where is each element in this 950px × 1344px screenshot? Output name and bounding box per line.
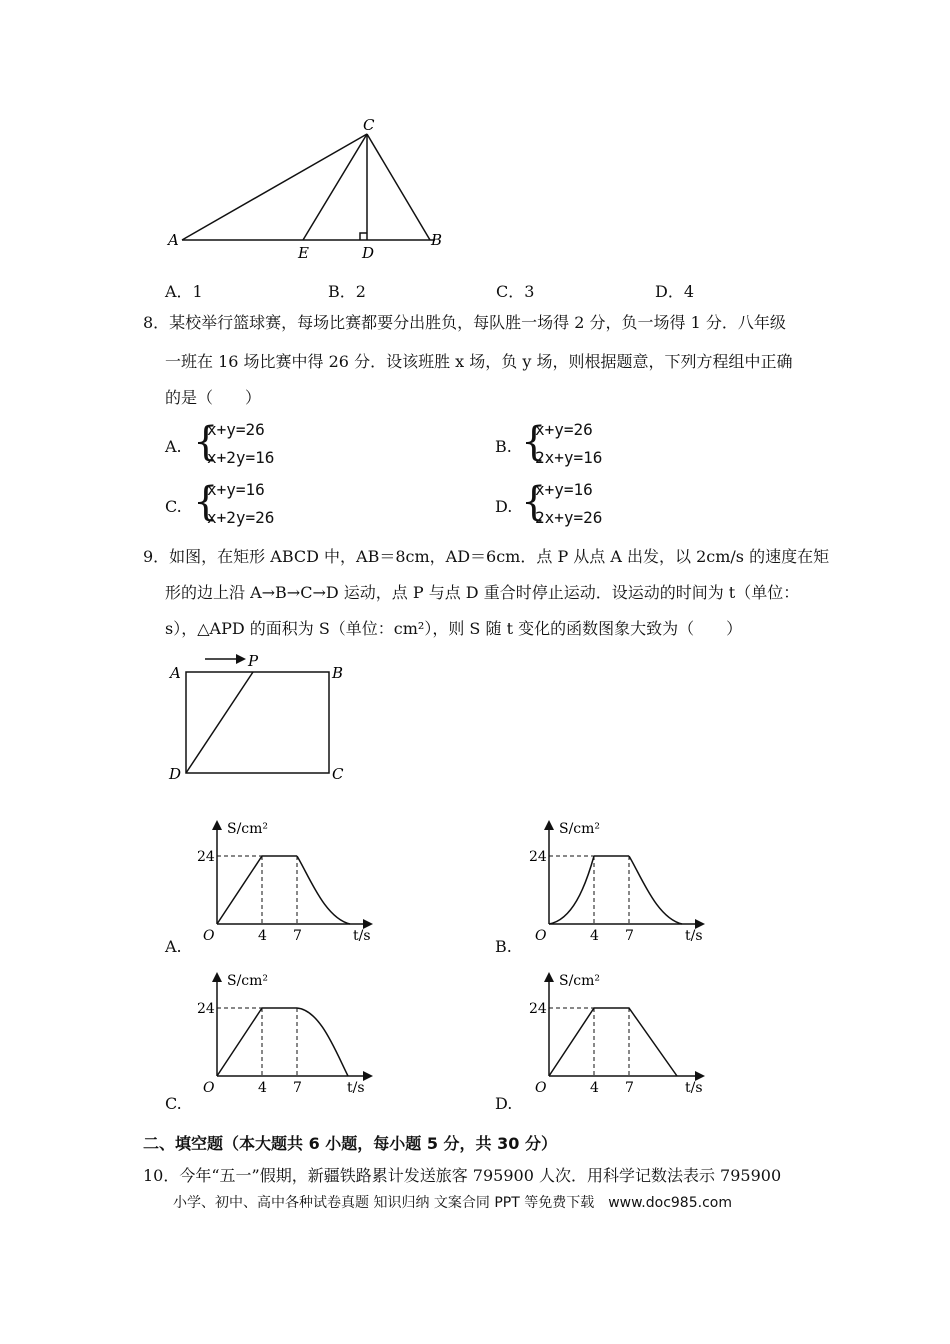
- rect-label-C: C: [332, 765, 344, 783]
- q8-option-a-eq2: x+2y=16: [207, 448, 275, 467]
- graph-c-t1: 4: [258, 1080, 267, 1096]
- q8-option-a-system: { x+y=26 x+2y=16: [193, 419, 275, 467]
- q8-option-b-eq1: x+y=26: [535, 420, 593, 439]
- graph-b-origin: O: [535, 928, 547, 944]
- graph-c-t2: 7: [293, 1080, 302, 1096]
- graph-b-ylabel: S/cm²: [559, 821, 601, 837]
- graph-b-xlabel: t/s: [685, 928, 703, 944]
- triangle-figure: [160, 110, 460, 265]
- point-label-E: E: [298, 244, 309, 262]
- graph-d: [527, 970, 712, 1100]
- q8-option-d-label: D.: [495, 497, 513, 516]
- graph-c: [195, 970, 380, 1100]
- q8-option-b-eq2: 2x+y=16: [535, 448, 603, 467]
- footer-text: 小学、初中、高中各种试卷真题 知识归纳 文案合同 PPT 等免费下载 www.doc985.com: [173, 1195, 732, 1211]
- q8-option-d-system: { x+y=16 2x+y=26: [521, 479, 603, 527]
- q8-option-b-label: B.: [495, 437, 512, 456]
- graph-b-peak: 24: [529, 849, 547, 865]
- graph-a-peak: 24: [197, 849, 215, 865]
- graph-b-t2: 7: [625, 928, 634, 944]
- q7-option-c: C．3: [496, 282, 535, 301]
- point-label-B: B: [431, 231, 443, 249]
- graph-d-xlabel: t/s: [685, 1080, 703, 1096]
- rect-label-A: A: [170, 664, 181, 682]
- graph-d-t2: 7: [625, 1080, 634, 1096]
- q8-line-2: 一班在 16 场比赛中得 26 分．设该班胜 x 场，负 y 场，则根据题意，下列方程组中正确: [165, 352, 793, 371]
- graph-c-ylabel: S/cm²: [227, 973, 269, 989]
- graph-d-option-label: D.: [495, 1094, 513, 1113]
- q8-option-a-label: A.: [165, 437, 182, 456]
- graph-a-ylabel: S/cm²: [227, 821, 269, 837]
- q8-option-c-system: { x+y=16 x+2y=26: [193, 479, 275, 527]
- graph-a-option-label: A.: [165, 937, 182, 956]
- graph-c-origin: O: [203, 1080, 215, 1096]
- q8-option-d-eq2: 2x+y=26: [535, 508, 603, 527]
- q9-line-2: 形的边上沿 A→B→C→D 运动，点 P 与点 D 重合时停止运动．设运动的时间为 t（单位：: [165, 583, 800, 602]
- graph-c-peak: 24: [197, 1001, 215, 1017]
- q10-line-1: 10．今年“五一”假期，新疆铁路累计发送旅客 795900 人次．用科学记数法表示 795900: [143, 1166, 782, 1185]
- graph-b: [527, 818, 712, 948]
- rect-label-P: P: [248, 652, 259, 670]
- q8-option-c-label: C.: [165, 497, 182, 516]
- q8-line-3: 的是（ ）: [165, 388, 262, 407]
- graph-c-option-label: C.: [165, 1094, 182, 1113]
- rectangle-figure: [160, 645, 360, 790]
- point-label-A: A: [168, 231, 179, 249]
- graph-a-t1: 4: [258, 928, 267, 944]
- point-label-C: C: [363, 116, 375, 134]
- point-label-D: D: [362, 244, 375, 262]
- rect-label-D: D: [169, 765, 182, 783]
- graph-a-t2: 7: [293, 928, 302, 944]
- q8-option-b-system: { x+y=26 2x+y=16: [521, 419, 603, 467]
- graph-c-xlabel: t/s: [347, 1080, 365, 1096]
- q8-option-d-eq1: x+y=16: [535, 480, 593, 499]
- graph-b-t1: 4: [590, 928, 599, 944]
- q7-option-d: D．4: [655, 282, 695, 301]
- q8-option-c-eq1: x+y=16: [207, 480, 265, 499]
- q8-option-c-eq2: x+2y=26: [207, 508, 275, 527]
- arrow-right-icon: [236, 654, 246, 664]
- graph-d-peak: 24: [529, 1001, 547, 1017]
- q9-line-3: s），△APD 的面积为 S（单位：cm²），则 S 随 t 变化的函数图象大致为（ ）: [165, 619, 743, 638]
- graph-a-origin: O: [203, 928, 215, 944]
- q8-line-1: 8．某校举行篮球赛，每场比赛都要分出胜负，每队胜一场得 2 分，负一场得 1 分．八年级: [143, 313, 786, 332]
- section-heading: 二、填空题（本大题共 6 小题，每小题 5 分，共 30 分）: [143, 1134, 557, 1153]
- graph-a: [195, 818, 380, 948]
- q7-option-a: A．1: [165, 282, 203, 301]
- q8-option-a-eq1: x+y=26: [207, 420, 265, 439]
- graph-d-origin: O: [535, 1080, 547, 1096]
- graph-a-xlabel: t/s: [353, 928, 371, 944]
- q9-line-1: 9．如图，在矩形 ABCD 中，AB＝8cm，AD＝6cm．点 P 从点 A 出发，以 2cm/s 的速度在矩: [143, 547, 830, 566]
- graph-b-option-label: B.: [495, 937, 512, 956]
- q7-option-b: B．2: [328, 282, 366, 301]
- graph-d-t1: 4: [590, 1080, 599, 1096]
- graph-d-ylabel: S/cm²: [559, 973, 601, 989]
- rect-label-B: B: [332, 664, 344, 682]
